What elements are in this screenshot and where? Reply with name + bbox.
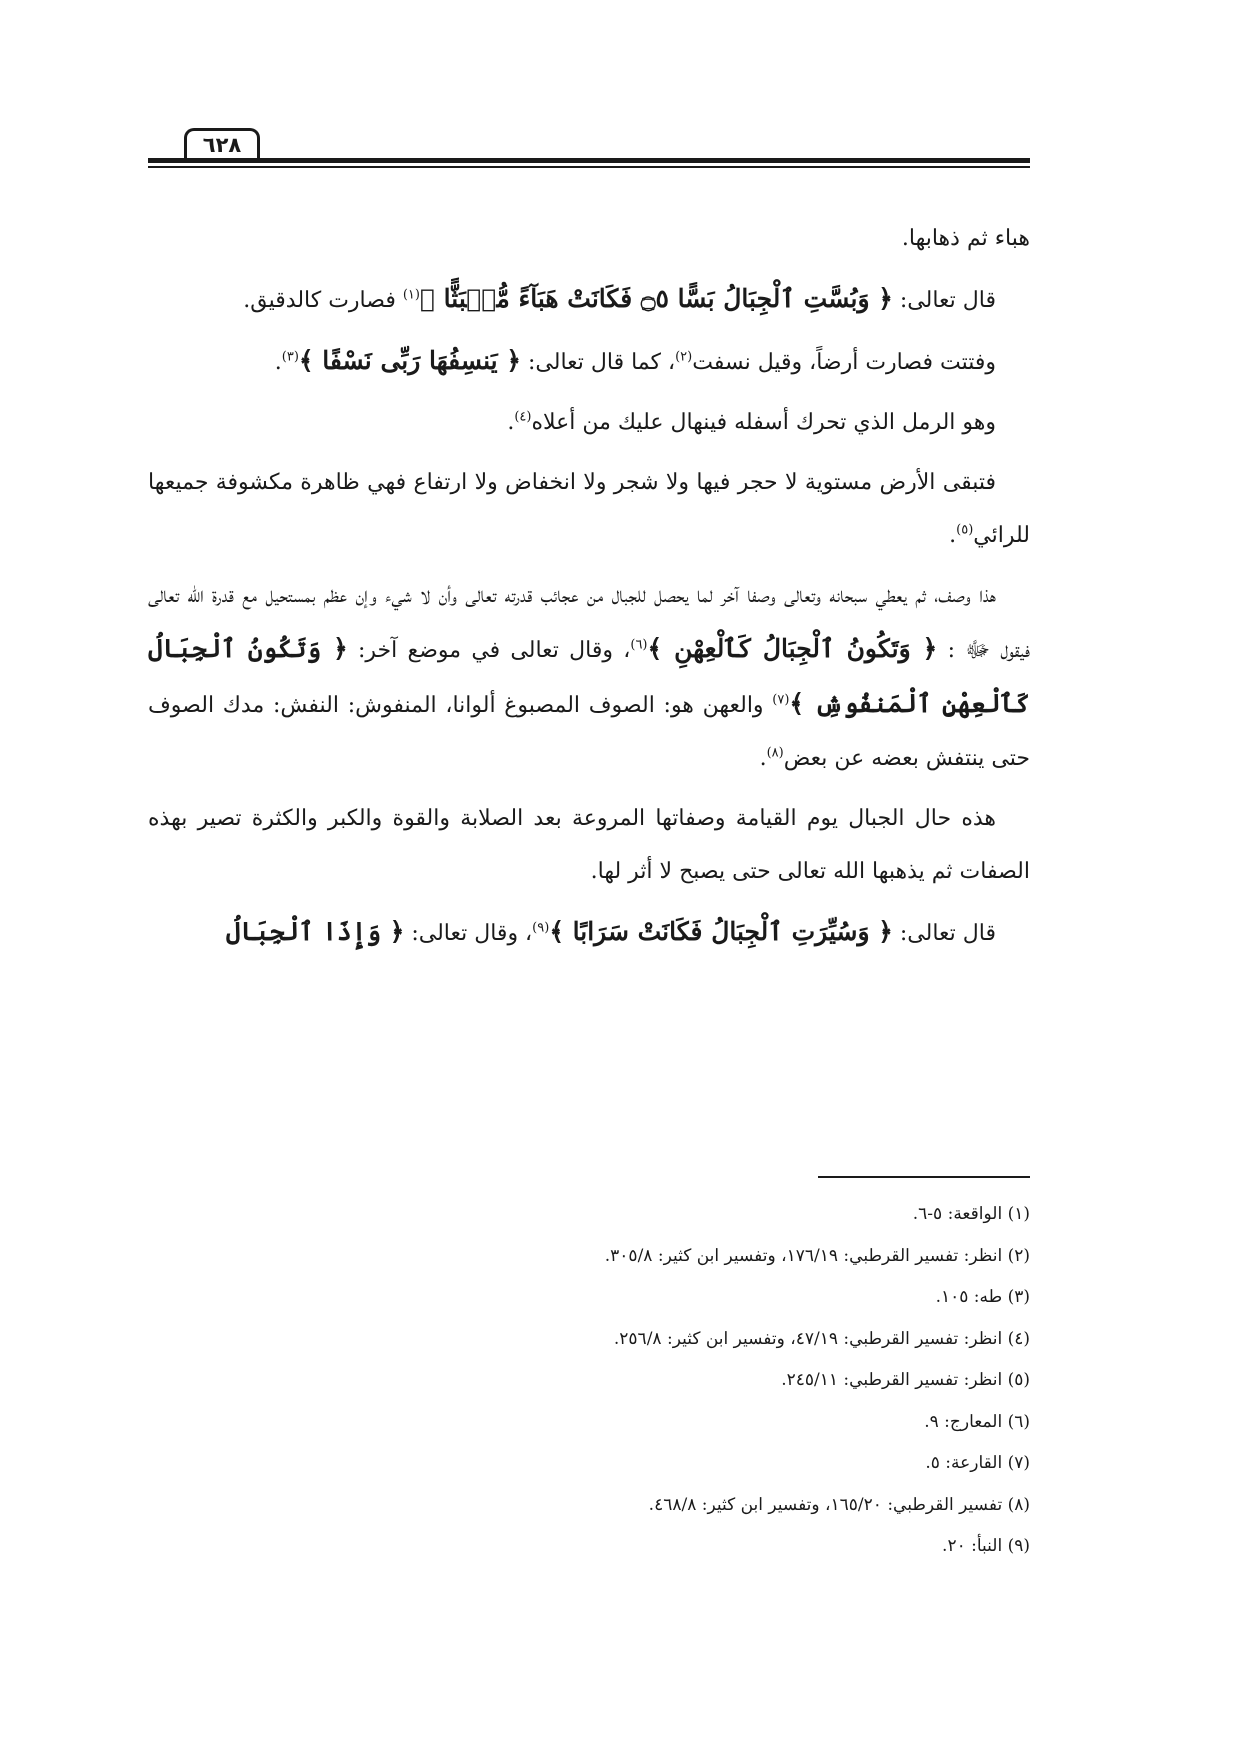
paragraph: [148, 569, 1030, 785]
footnote: (٧) القارعة: ٥.: [925, 1453, 1030, 1473]
text-run: .: [507, 410, 515, 435]
quran-verse: ﴿ وَسُيِّرَتِ ٱلْجِبَالُ فَكَانَتْ سَرَابًا ﴾: [549, 917, 893, 946]
text-run: والعهن هو: الصوف المصبوغ ألوانا، المنفوش: النفش: مدك الصوف حتى ينتفش بعضه عن بعض: [148, 693, 1030, 771]
paragraph: [148, 396, 1030, 449]
footnote: (٣) طه: ١٠٥.: [935, 1287, 1030, 1307]
footnote-ref: (٧): [772, 692, 790, 708]
footnote: (٢) انظر: تفسير القرطبي: ١٧٦/١٩، وتفسير ابن كثير: ٣٠٥/٨.: [604, 1245, 1030, 1266]
header-rule-thick: [148, 158, 1030, 163]
text-run: قال تعالى:: [892, 288, 996, 313]
footnote-ref: (٥): [956, 522, 974, 538]
text-run: هذا وصف، ثم يعطي سبحانه وتعالى وصفا آخر لما يحصل للجبال من عجائب قدرته تعالى وأن لا شيء وإن عظم بمستحيل مع قدرة الله تعالى فيقول ﷻ :: [148, 583, 1030, 663]
text-run: .: [949, 523, 957, 548]
page-number: ٦٢٨: [184, 128, 260, 158]
quran-verse: ﴿ وَإِذَا ٱلْجِبَالُ: [225, 917, 405, 946]
text-run: وفتتت فصارت أرضاً، وقيل نسفت: [692, 350, 996, 375]
text-run: وهو الرمل الذي تحرك أسفله فينهال عليك من أعلاه: [531, 410, 996, 435]
footnote-ref: (٢): [675, 349, 693, 365]
page-header: [148, 128, 1030, 168]
footnote: (٩) النبأ: ٢٠.: [942, 1536, 1030, 1556]
text-run: ، كما قال تعالى:: [521, 350, 676, 375]
footnote-ref: (١): [402, 287, 420, 303]
header-rule-thin: [148, 166, 1030, 168]
footnote: (٤) انظر: تفسير القرطبي: ٤٧/١٩، وتفسير ابن كثير: ٢٥٦/٨.: [613, 1328, 1030, 1349]
quran-verse: ﴿ يَنسِفُهَا رَبِّى نَسْفًا ﴾: [298, 346, 521, 375]
paragraph: [148, 212, 1030, 265]
text-run: .: [274, 350, 282, 375]
footnote-ref: (٤): [514, 409, 532, 425]
text-run: فصارت كالدقيق.: [243, 288, 403, 313]
footnote-ref: (٨): [766, 745, 784, 761]
quran-verse: ﴿ وَتَكُونُ ٱلْجِبَالُ كَٱلْعِهْنِ ﴾: [647, 634, 938, 663]
text-run: ، وقال تعالى في موضع آخر:: [347, 638, 631, 663]
paragraph: [148, 334, 1030, 389]
text-run: قال تعالى:: [892, 921, 996, 946]
main-text: [148, 212, 1030, 967]
quran-verse: ﴿ وَتَكُونُ ٱلْجِبَالُ كَٱلْعِهْنِ ٱلْمَنفُوشِ ﴾: [148, 634, 1030, 718]
footnote: (٨) تفسير القرطبي: ١٦٥/٢٠، وتفسير ابن كثير: ٤٦٨/٨.: [648, 1494, 1030, 1515]
paragraph: [148, 456, 1030, 562]
quran-verse: ﴿ وَبُسَّتِ ٱلْجِبَالُ بَسًّا ۝٥ فَكَانَتْ هَبَآءً مُّنۢبَثًّا ﴾: [419, 284, 893, 313]
text-run: هباء ثم ذهابها.: [901, 226, 1030, 251]
footnote: (١) الواقعة: ٥-٦.: [912, 1204, 1030, 1224]
footnotes: [148, 1194, 1030, 1568]
footnote: (٥) انظر: تفسير القرطبي: ٢٤٥/١١.: [781, 1370, 1030, 1390]
footnote-ref: (٣): [281, 349, 299, 365]
text-run: .: [759, 746, 767, 771]
text-run: هذه حال الجبال يوم القيامة وصفاتها المروعة بعد الصلابة والقوة والكبر والكثرة تصير بهذه الصفات ثم يذهبها الله تعالى حتى يصبح لا أثر لها.: [148, 806, 1030, 884]
footnote-separator: [818, 1176, 1030, 1178]
footnote-ref: (٦): [630, 637, 648, 653]
paragraph: [148, 905, 1030, 960]
paragraph: [148, 792, 1030, 898]
footnote-ref: (٩): [532, 920, 550, 936]
text-run: ، وقال تعالى:: [404, 921, 533, 946]
text-run: فتبقى الأرض مستوية لا حجر فيها ولا شجر ولا انخفاض ولا ارتفاع فهي ظاهرة مكشوفة جميعها للرائي: [148, 470, 1030, 548]
paragraph: [148, 272, 1030, 327]
footnote: (٦) المعارج: ٩.: [924, 1411, 1030, 1432]
